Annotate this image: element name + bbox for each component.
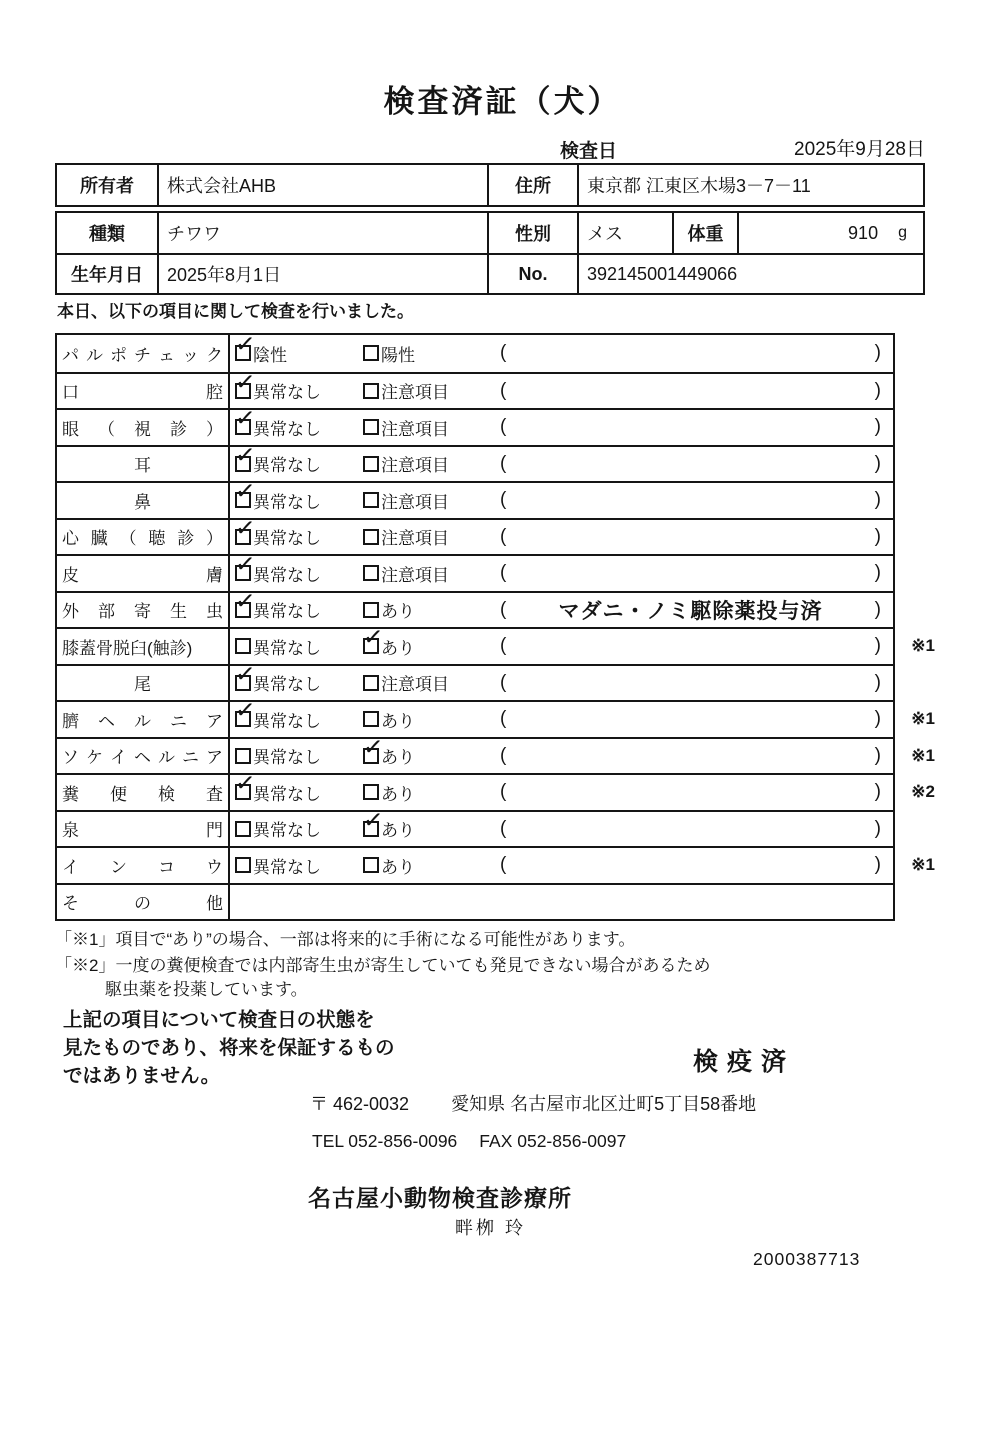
option-label: 陰性: [253, 345, 287, 365]
checkbox-checked: [361, 623, 385, 654]
option: [361, 805, 500, 841]
option: [233, 550, 363, 586]
paren-open: (: [500, 379, 507, 401]
species-value: チワワ: [157, 213, 487, 253]
row-label: 眼 （ 視 診 ）: [57, 410, 230, 445]
footnote-1: 「※1」項目で“あり”の場合、一部は将来的に手術になる可能性があります。: [55, 930, 636, 949]
row-label: 口 腔: [57, 374, 230, 409]
inspection-row: [57, 623, 935, 664]
option-label: あり: [381, 821, 415, 841]
checkbox-checked: [233, 696, 257, 727]
option-label: 注意項目: [381, 675, 449, 695]
check-mark-icon: ✓: [233, 367, 257, 397]
option: [363, 670, 500, 695]
sex-label: 性別: [487, 213, 577, 253]
option-label: 注意項目: [381, 565, 449, 585]
check-mark-icon: ✓: [233, 659, 257, 689]
row-content: [230, 769, 893, 810]
checkbox-unchecked: [363, 492, 379, 508]
species-label: 種類: [89, 224, 125, 244]
sex-value: メス: [577, 213, 672, 253]
row-label: 皮 膚: [57, 556, 230, 591]
checkbox-checked: [233, 513, 257, 545]
check-mark-icon: ✓: [233, 513, 257, 543]
checkbox-unchecked: [235, 748, 251, 764]
inspection-row: [57, 883, 893, 920]
row-footnote-mark: ※1: [911, 745, 935, 765]
check-mark-icon: ✓: [361, 623, 385, 653]
row-content: [230, 440, 893, 482]
option-label: あり: [381, 602, 415, 622]
option: [363, 707, 500, 732]
birth-label: 生年月日: [71, 265, 143, 285]
inspection-row: [57, 550, 893, 591]
checkbox-unchecked: [363, 602, 379, 618]
row-content: [230, 513, 893, 555]
option-label: 注意項目: [381, 383, 449, 403]
checkbox-checked: [233, 330, 257, 361]
option-label: あり: [381, 748, 415, 768]
paren-close: ): [874, 817, 881, 839]
checkbox-checked: [233, 769, 257, 800]
option: [233, 513, 363, 549]
option: [361, 732, 500, 768]
option: [233, 696, 363, 732]
checkbox-unchecked: [363, 345, 379, 361]
option-label: 異常なし: [253, 784, 321, 804]
option: [363, 451, 500, 476]
clinic-address: 愛知県 名古屋市北区辻町5丁目58番地: [451, 1094, 757, 1114]
row-content: [230, 848, 893, 883]
paren-note: マダニ・ノミ駆除薬投与済: [558, 599, 823, 623]
option: [233, 769, 363, 805]
inspection-row: [57, 846, 935, 883]
row-content: [230, 805, 893, 847]
row-content: [230, 732, 893, 774]
row-label: ソ ケ イ ヘ ル ニ ア: [57, 739, 230, 774]
inspection-date-label: 検査日: [560, 141, 618, 162]
inspection-row: [57, 732, 935, 774]
option-label: 異常なし: [253, 419, 321, 439]
option: [363, 378, 500, 403]
checkbox-unchecked: [363, 565, 379, 581]
inspection-row: [57, 696, 935, 737]
checkbox-unchecked: [363, 419, 379, 435]
checkbox-unchecked: [363, 711, 379, 727]
no-value: 392145001449066: [577, 255, 923, 293]
option-label: あり: [381, 784, 415, 804]
row-label: 尾: [57, 666, 230, 701]
inspection-row: [57, 513, 893, 555]
intro-text: 本日、以下の項目に関して検査を行いました。: [57, 302, 414, 321]
footnote-2: 「※2」一度の糞便検査では内部寄生虫が寄生していても発見できない場合があるため: [55, 956, 711, 975]
row-label: 糞 便 検 査: [57, 775, 230, 810]
checkbox-checked: [233, 477, 257, 508]
check-mark-icon: ✓: [233, 696, 257, 726]
option: [233, 440, 363, 476]
checkbox-checked: [233, 550, 257, 581]
row-content: [230, 477, 893, 518]
no-label: No.: [487, 255, 577, 293]
paren-open: (: [500, 525, 507, 547]
inspection-row: [57, 805, 893, 847]
row-content: [230, 586, 893, 628]
checkbox-unchecked: [363, 784, 379, 800]
paren-close: ): [874, 781, 881, 803]
paren-close: ): [874, 525, 881, 547]
inspection-table: [55, 330, 935, 921]
paren-open: (: [500, 708, 507, 730]
paren-close: ): [874, 708, 881, 730]
checkbox-unchecked: [363, 383, 379, 399]
option: [363, 524, 500, 549]
option-label: 異常なし: [253, 638, 321, 658]
option: [233, 477, 363, 513]
checkbox-unchecked: [235, 638, 251, 654]
inspection-row: [57, 769, 935, 810]
option: [235, 816, 363, 841]
option-label: 異常なし: [253, 857, 321, 877]
option: [235, 853, 363, 878]
check-mark-icon: ✓: [233, 477, 257, 507]
birth-row: [57, 253, 923, 293]
paren-open: (: [500, 342, 507, 364]
option-label: 注意項目: [381, 529, 449, 549]
option: [363, 488, 500, 513]
spacer: [409, 1090, 451, 1116]
row-footnote-mark: ※1: [911, 636, 935, 656]
paren-open: (: [500, 854, 507, 876]
clinic-fax: FAX 052-856-0097: [479, 1131, 627, 1151]
checkbox-checked: [233, 440, 257, 472]
row-content: [230, 659, 893, 701]
checkbox-checked: [233, 404, 257, 435]
option-label: 注意項目: [381, 492, 449, 512]
option-label: 異常なし: [253, 492, 321, 512]
weight-value: 910: [848, 222, 879, 243]
check-mark-icon: ✓: [361, 805, 385, 835]
clinic-tel: TEL 052-856-0096: [312, 1131, 458, 1151]
disclaimer-line-2: 見たものであり、将来を保証するもの: [63, 1037, 395, 1059]
row-content: [230, 885, 893, 920]
option: [233, 586, 363, 622]
paren-close: ): [874, 452, 881, 474]
checkbox-unchecked: [363, 529, 379, 545]
clinic-name: 名古屋小動物検査診療所: [308, 1185, 572, 1211]
option: [235, 634, 363, 659]
option: [363, 561, 500, 586]
check-mark-icon: ✓: [361, 732, 385, 762]
option-label: 注意項目: [381, 456, 449, 476]
checkbox-checked: [233, 367, 257, 399]
option: [363, 853, 500, 878]
animal-info-table: [55, 211, 925, 295]
paren-close: ): [874, 635, 881, 657]
option: [363, 341, 500, 366]
disclaimer-text: [63, 1006, 395, 1090]
option: [363, 597, 500, 622]
option: [363, 780, 500, 805]
check-mark-icon: ✓: [233, 550, 257, 580]
row-label: パ ル ポ チ ェ ッ ク: [57, 335, 230, 372]
inspection-row: [57, 367, 893, 409]
birth-value: 2025年8月1日: [157, 255, 487, 293]
option: [361, 623, 500, 659]
paren-open: (: [500, 489, 507, 511]
inspection-date-value: 2025年9月28日: [794, 139, 925, 160]
inspection-row: [57, 404, 893, 445]
option-label: 異常なし: [253, 456, 321, 476]
inspection-row: [57, 440, 893, 482]
species-row: [57, 213, 923, 253]
option-label: 異常なし: [253, 711, 321, 731]
checkbox-checked: [233, 659, 257, 691]
paren-close: ): [874, 562, 881, 584]
option: [233, 367, 363, 403]
option-label: 異常なし: [253, 383, 321, 403]
paren-open: (: [500, 781, 507, 803]
weight-label: 体重: [672, 213, 737, 253]
check-mark-icon: ✓: [233, 440, 257, 470]
checkbox-unchecked: [235, 821, 251, 837]
option-label: 異常なし: [253, 565, 321, 585]
option-label: 異常なし: [253, 529, 321, 549]
paren-close: ): [874, 489, 881, 511]
option-label: 注意項目: [381, 419, 449, 439]
row-label: 臍 ヘ ル ニ ア: [57, 702, 230, 737]
row-content: [230, 330, 893, 372]
veterinarian-name: 畔栁 玲: [455, 1218, 527, 1238]
owner-value: 株式会社AHB: [157, 165, 487, 205]
address-value: 東京都 江東区木場3－7－11: [577, 165, 923, 205]
row-label: 泉 門: [57, 812, 230, 847]
checkbox-unchecked: [363, 675, 379, 691]
row-content: [230, 404, 893, 445]
option-label: あり: [381, 638, 415, 658]
option: [233, 404, 363, 440]
clinic-postal-line: [310, 1090, 756, 1116]
check-mark-icon: ✓: [233, 330, 257, 360]
row-footnote-mark: ※1: [911, 855, 935, 875]
inspection-row: [57, 659, 893, 701]
row-label: 心 臓 （ 聴 診 ）: [57, 520, 230, 555]
option-label: あり: [381, 711, 415, 731]
checkbox-unchecked: [235, 857, 251, 873]
row-label: 鼻: [57, 483, 230, 518]
option: [233, 330, 363, 366]
paren-open: (: [500, 817, 507, 839]
row-content: [230, 550, 893, 591]
inspection-row: [57, 477, 893, 518]
row-content: [230, 623, 893, 664]
footnote-2-cont: 駆虫薬を投薬しています。: [105, 980, 308, 999]
paren-close: ): [874, 744, 881, 766]
disclaimer-line-3: ではありません。: [63, 1065, 221, 1087]
paren-close: ): [874, 416, 881, 438]
checkbox-checked: [361, 805, 385, 837]
checkbox-checked: [361, 732, 385, 764]
spacer: [457, 1131, 479, 1152]
clinic-tel-line: [312, 1131, 626, 1152]
paren-close: ): [874, 598, 881, 620]
serial-number: 2000387713: [753, 1249, 861, 1269]
weight-value-cell: [737, 213, 923, 253]
weight-unit: g: [898, 224, 907, 241]
row-label: 膝蓋骨脱臼(触診): [57, 629, 230, 664]
option: [363, 415, 500, 440]
option-label: 陽性: [381, 345, 415, 365]
paren-open: (: [500, 562, 507, 584]
row-footnote-mark: ※1: [911, 709, 935, 729]
row-content: [230, 696, 893, 737]
check-mark-icon: ✓: [233, 586, 257, 616]
row-content: [230, 367, 893, 409]
paren-close: ): [874, 854, 881, 876]
option-label: 異常なし: [253, 675, 321, 695]
disclaimer-line-1: 上記の項目について検査日の状態を: [63, 1009, 375, 1031]
checkbox-checked: [233, 586, 257, 618]
option-label: あり: [381, 857, 415, 877]
option-label: 異常なし: [253, 602, 321, 622]
paren-open: (: [500, 744, 507, 766]
checkbox-unchecked: [363, 857, 379, 873]
option: [233, 659, 363, 695]
option: [235, 743, 363, 768]
owner-row: [57, 165, 923, 205]
paren-open: (: [500, 635, 507, 657]
row-label: 外 部 寄 生 虫: [57, 593, 230, 628]
option-label: 異常なし: [253, 821, 321, 841]
quarantine-stamp: 検疫済: [693, 1048, 796, 1076]
row-label: そ の 他: [57, 885, 230, 920]
clinic-postal-code: 〒 462-0032: [310, 1094, 410, 1114]
owner-label: 所有者: [80, 176, 134, 196]
check-mark-icon: ✓: [233, 404, 257, 434]
inspection-row: [57, 330, 893, 372]
address-label: 住所: [487, 165, 577, 205]
paren-open: (: [500, 598, 507, 620]
checkbox-unchecked: [363, 456, 379, 472]
page-title: 検査済証（犬）: [383, 84, 622, 119]
paren-open: (: [500, 671, 507, 693]
paren-open: (: [500, 416, 507, 438]
paren-close: ): [874, 379, 881, 401]
check-mark-icon: ✓: [233, 769, 257, 799]
paren-close: ): [874, 671, 881, 693]
inspection-row: [57, 586, 893, 628]
row-label: 耳: [57, 447, 230, 482]
row-label: イ ン コ ウ: [57, 848, 230, 883]
paren-open: (: [500, 452, 507, 474]
paren-close: ): [874, 342, 881, 364]
option-label: 異常なし: [253, 748, 321, 768]
row-footnote-mark: ※2: [911, 782, 935, 802]
owner-table: [55, 163, 925, 207]
